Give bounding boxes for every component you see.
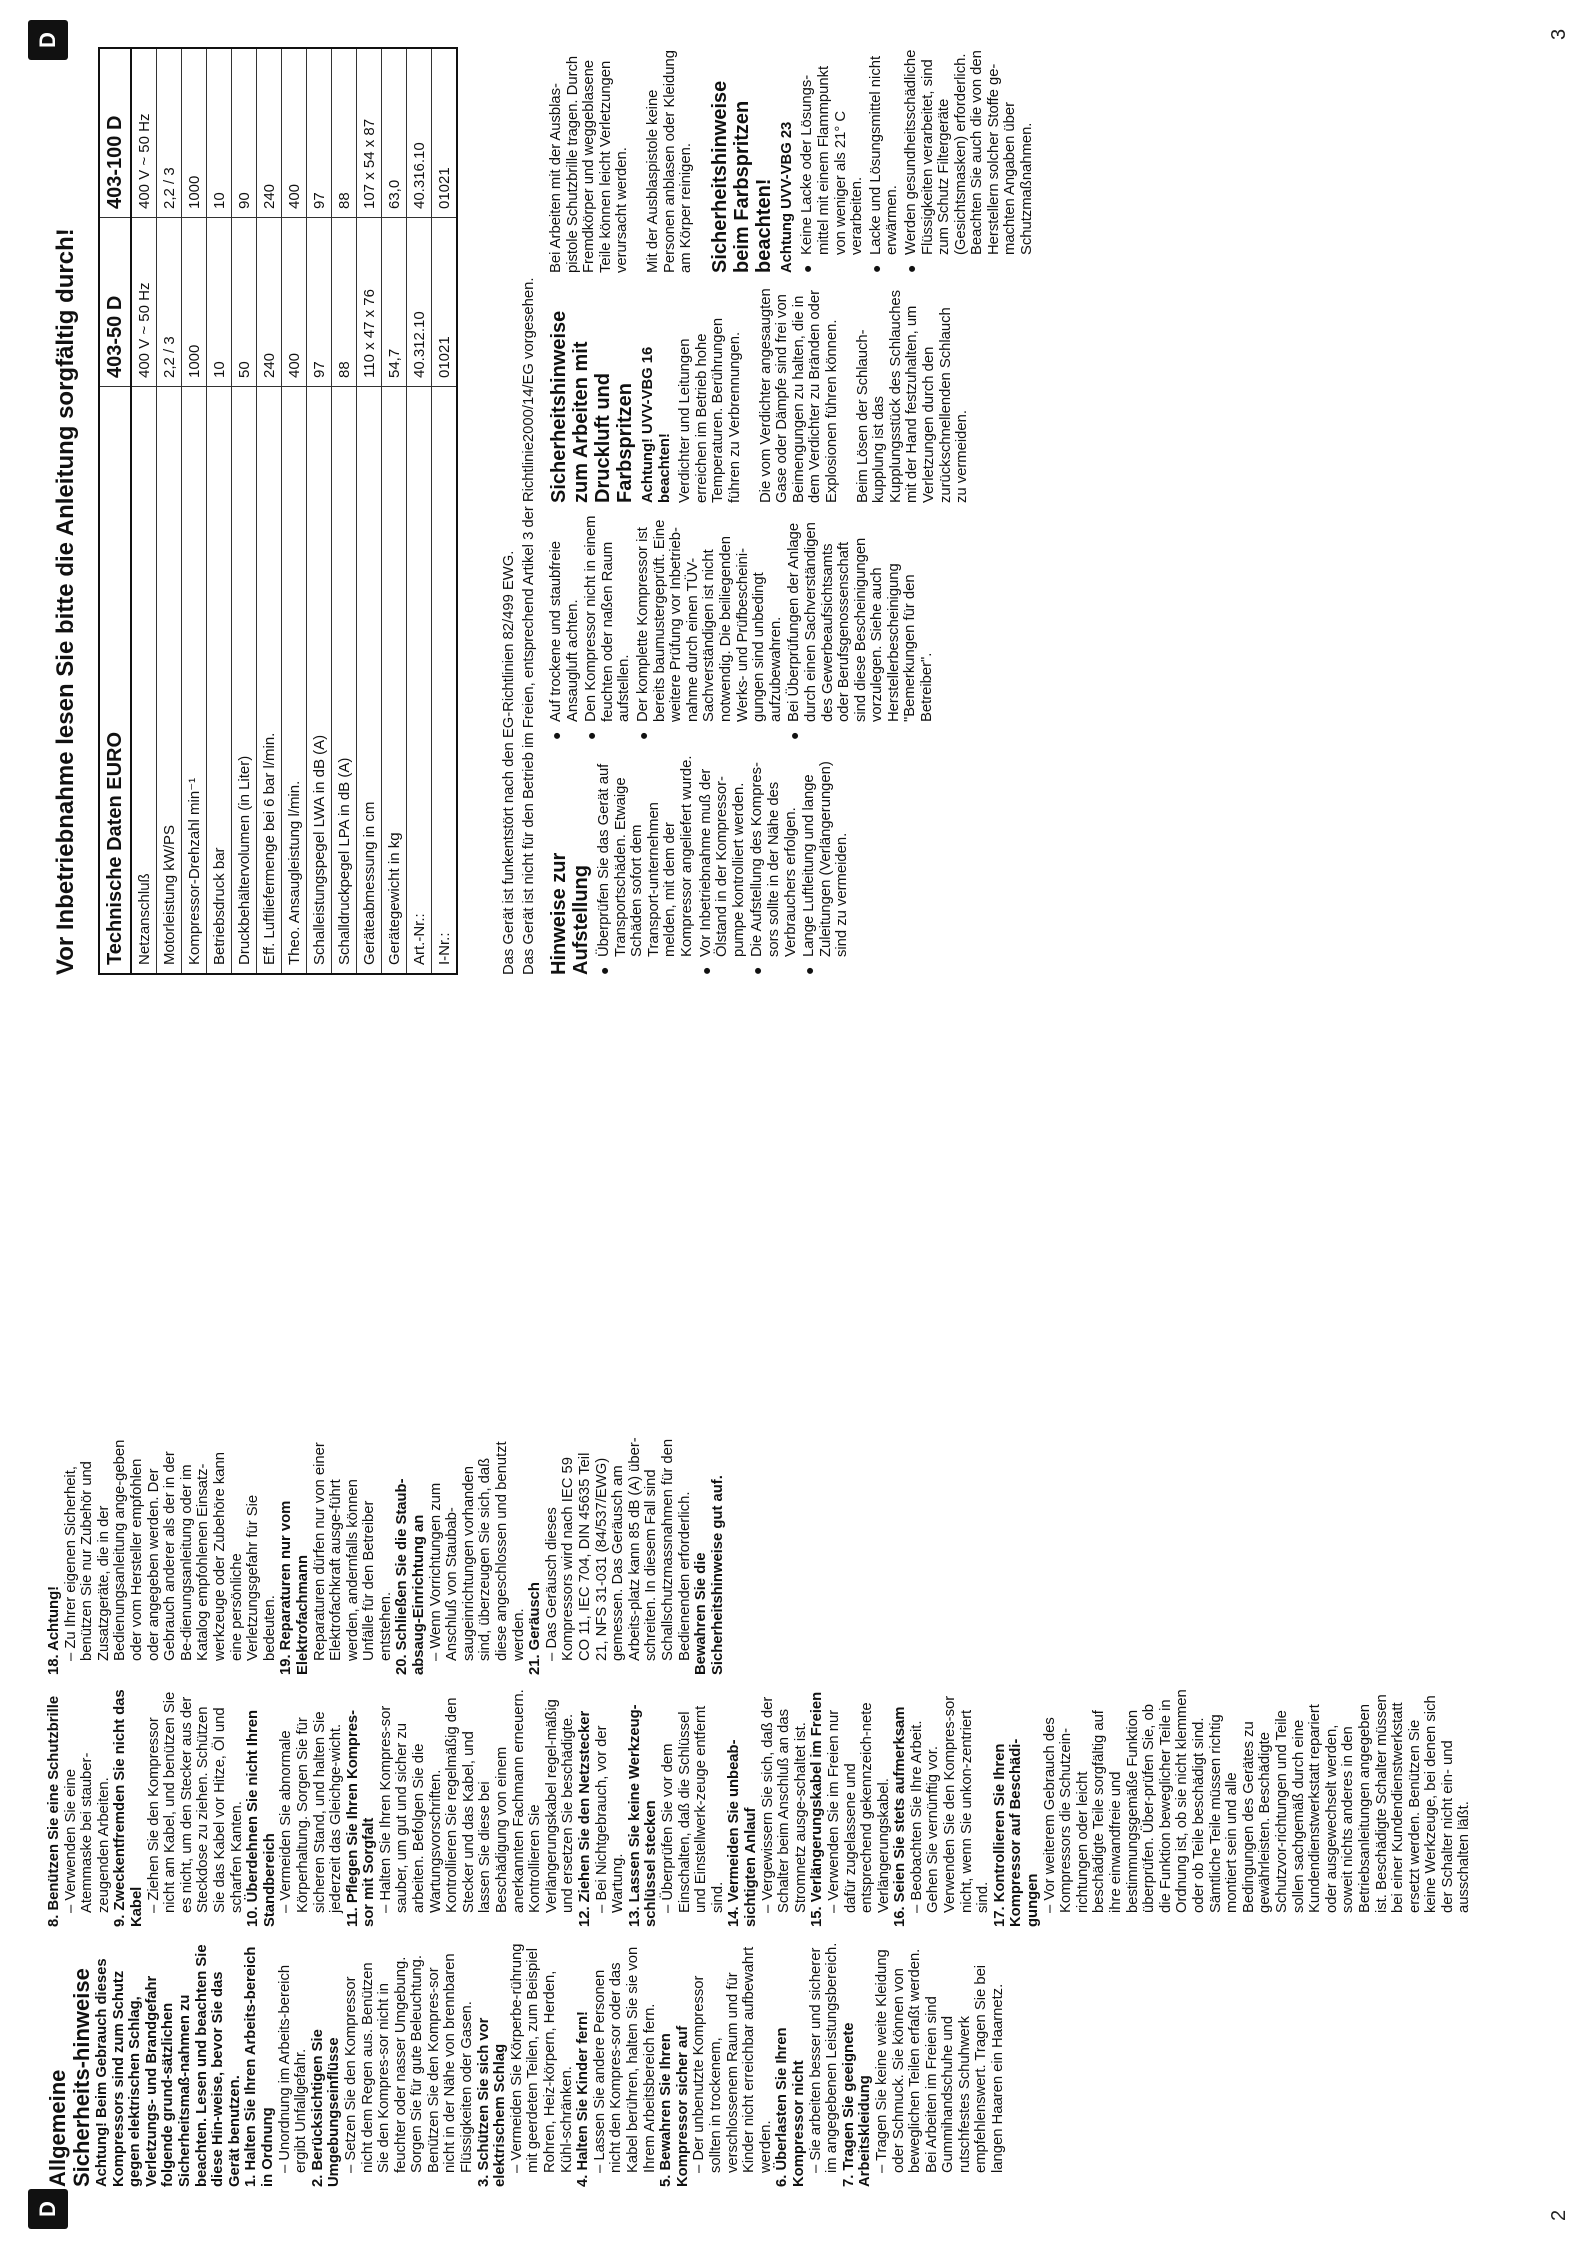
page-number-left: 2: [1548, 2209, 1570, 2221]
rule-heading: 12. Ziehen Sie den Netzstecker: [577, 1710, 593, 1927]
tech-row: [307, 48, 332, 974]
druckluft-paragraph: Die vom Verdichter angesaugten Gase oder Dämpfe sind frei von Beimengungen zu halten, die in dem Verdichter zu Bränden oder Explosionen führen können.: [757, 288, 840, 503]
tech-row-label: Motorleistung kW/PS: [157, 387, 182, 975]
farbspritzen-bullet: ● Lacke und Lösungsmittel nicht erwärmen.: [868, 47, 901, 273]
tech-row-value-2: 1000: [182, 48, 207, 218]
tech-row-value-1: 110 x 47 x 76: [357, 218, 382, 387]
tech-row: [282, 48, 307, 974]
left-page-column-1: [46, 1942, 1007, 2187]
tech-row: [407, 48, 432, 974]
page-title: Allgemeine Sicherheits-hinweise: [45, 1968, 94, 2187]
tech-row-value-1: 01021: [432, 218, 458, 387]
rule-heading: 6. Überlasten Sie Ihren Kompressor nicht: [774, 2027, 807, 2187]
druckluft-paragraph: Mit der Ausblaspistole keine Personen anblasen oder Kleidung am Körper reinigen.: [644, 50, 695, 273]
right-page-column-2: [548, 515, 938, 740]
rule-text: – Ziehen Sie den Kompressor nicht am Kabel, und benützen Sie es nicht, um den Stecker aus der Steckdose zu ziehen. Schützen Sie das Kabel vor Hitze, Öl und scharfen Kanten.: [145, 1691, 245, 1913]
rule-heading: 4. Halten Sie Kinder fern!: [575, 2011, 592, 2187]
aufstellung-bullet: ● Bei Überprüfungen der Anlage durch einen Sachverständigen des Gewerbeaufsichtsamts oder Berufsgenossenschaft sind diese Bescheinigungen vorzulegen. Siehe auch Herstellerbescheinigung "Bemerkungen für den Betreiber".: [786, 515, 935, 740]
aufstellung-bullet: ● Die Aufstellung des Kompres-sors sollte in der Nähe des Verbrauchers erfolgen.: [749, 755, 799, 975]
aufstellung-title: Hinweise zur Aufstellung: [548, 852, 592, 975]
tech-row: [232, 48, 257, 974]
rule-heading: 13. Lassen Sie keine Werkzeug-schlüssel stecken: [626, 1704, 660, 1927]
rule-text: – Tragen Sie keine weite Kleidung oder Schmuck. Sie können von beweglichen Teilen erfaßt werden. Bei Arbeiten im Freien sind Gummihandschuhe und rutschfestes Schuhwerk empfehlenswert. Tragen Sie bei langen Haaren ein Haarnetz.: [873, 1948, 1007, 2173]
tech-row-value-2: 107 x 54 x 87: [357, 48, 382, 218]
tech-row: [207, 48, 232, 974]
tech-title: Technische Daten EURO: [99, 387, 131, 975]
rule-text: – Verwenden Sie im Freien nur dafür zugelassene und entsprechend gekennzeich-nete Verlängerungskabel.: [825, 1702, 892, 1913]
rule-heading: 10. Überdehnen Sie nicht Ihren Standbereich: [245, 1709, 278, 1927]
tech-row: [257, 48, 282, 974]
rule-heading: 19. Reparaturen nur vom Elektrofachmann: [278, 1500, 311, 1675]
language-tab-right: D: [28, 20, 68, 60]
druckluft-paragraph: Beim Lösen der Schlauch-kupplung ist das Kupplungsstück des Schlauches mit der Hand festzuhalten, um Verletzungen durch den zurückschnellenden Schlauch zu vermeiden.: [854, 289, 971, 503]
tech-row-label: Art.-Nr.:: [407, 387, 432, 975]
rule-heading: 7. Tragen Sie geeignete Arbeitskleidung: [840, 2022, 874, 2187]
aufstellung-bullet: ● Überprüfen Sie das Gerät auf Transportschäden. Etwaige Schäden sofort dem Transport-unternehmen melden, mit dem der Kompressor angeliefert wurde.: [596, 755, 696, 975]
intro-text: Achtung! Beim Gebrauch dieses Kompressors sind zum Schutz gegen elektrischen Schlag, Verletzungs- und Brandgefahr folgende grund-sätzlichen Sicherheitsmaß-nahmen zu beachten. Lesen und beachten Sie diese Hin-weise, bevor Sie das Gerät benutzen.: [94, 1944, 243, 2187]
tech-row: [432, 48, 458, 974]
rule-heading: 18. Achtung!: [46, 1585, 62, 1675]
rule-text: – Vermeiden Sie abnormale Körperhaltung. Sorgen Sie für sicheren Stand, und halten Sie jederzeit das Gleichge-wicht.: [278, 1711, 345, 1913]
tech-row-label: Netzanschluß: [131, 387, 157, 975]
language-tab-left: D: [28, 2189, 68, 2229]
tech-row-value-1: 1000: [182, 218, 207, 387]
tech-row: [332, 48, 357, 974]
tech-row-label: Betriebsdruck bar: [207, 387, 232, 975]
rule-text: – Beobachten Sie Ihre Arbeit. Gehen Sie vernünftig vor. Verwenden Sie den Kompres-sor nicht, wenn Sie unkon-zentriert sind.: [908, 1695, 992, 1913]
tech-row-value-2: 90: [232, 48, 257, 218]
model-2-header: 403-100 D: [99, 48, 131, 218]
right-page-column-4: [548, 47, 1038, 273]
rule-heading: 21. Geräusch: [527, 1582, 544, 1675]
right-page-column-3: [548, 288, 985, 503]
tech-row-label: Geräteabmessung in cm: [357, 387, 382, 975]
tech-row-value-1: 10: [207, 218, 232, 387]
tech-row-value-1: 240: [257, 218, 282, 387]
tech-row-value-1: 400 V ~ 50 Hz: [131, 218, 157, 387]
druckluft-title: Sicherheitshinweise zum Arbeiten mit Druckluft und Farbspritzen: [548, 310, 636, 503]
tech-row-value-2: 400 V ~ 50 Hz: [131, 48, 157, 218]
aufstellung-bullet: ● Den Kompressor nicht in einem feuchten oder naßen Raum aufstellen.: [583, 515, 633, 740]
rule-heading: 11. Pflegen Sie Ihren Kompres-sor mit Sorgfalt: [344, 1709, 378, 1927]
druckluft-paragraph: Verdichter und Leitungen erreichen im Betrieb hohe Temperaturen. Berührungen führen zu Verbrennungen.: [677, 317, 743, 503]
tech-row-value-1: 54,7: [382, 218, 407, 387]
tech-row-value-2: 97: [307, 48, 332, 218]
rule-text: – Setzen Sie den Kompressor nicht dem Regen aus. Benützen Sie den Kompres-sor nicht in feuchter oder nasser Umgebung. Sorgen Sie für gute Beleuchtung. Benützen Sie den Kompres-sor nicht in der Nähe von brennbaren Flüssigkeiten oder Gasen.: [342, 1953, 476, 2173]
tech-row-value-2: 01021: [432, 48, 458, 218]
tech-row-value-1: 50: [232, 218, 257, 387]
rule-text: – Verwenden Sie eine Atemmaske bei stauber-zeugenden Arbeiten.: [62, 1752, 112, 1913]
farbspritzen-warning: Achtung UVV-VBG 23: [778, 121, 795, 273]
tech-row-label: Gerätegewicht in kg: [382, 387, 407, 975]
rule-text: – Zu Ihrer eigenen Sicherheit, benützen Sie nur Zubehör und Zusatzgeräte, die in der Bedienungsanleitung ange-geben oder vom Hersteller empfohlen oder angegeben werden. Der Gebrauch anderer als der in der Be-dienungsanleitung oder im Katalog empfohlenen Einsatz-werkzeuge oder Zubehöre kann eine persönliche Verletzungsgefahr für Sie bedeuten.: [62, 1439, 278, 1661]
tech-row-value-1: 40.312.10: [407, 218, 432, 387]
tech-row: [157, 48, 182, 974]
rule-heading: 5. Bewahren Sie Ihren Kompressor sicher auf: [658, 2025, 691, 2187]
tech-row-value-2: 88: [332, 48, 357, 218]
rule-text: – Wenn Vorrichtungen zum Anschluß von Staubab-saugeinrichtungen vorhanden sind, überzeugen Sie sich, daß diese angeschlossen und benutzt werden.: [427, 1441, 527, 1661]
tech-row-value-1: 97: [307, 218, 332, 387]
tech-row-label: Kompressor-Drehzahl min⁻¹: [182, 387, 207, 975]
left-page-column-2: [46, 1689, 1473, 1927]
model-1-header: 403-50 D: [99, 218, 131, 387]
right-page-column-1: [548, 755, 853, 975]
rule-text: – Vergewissern Sie sich, daß der Schalter beim Anschluß an das Stromnetz ausge-schaltet ist.: [759, 1696, 809, 1913]
rule-heading: 20. Schließen Sie die Staub-absaug-Einrichtung an: [394, 1478, 428, 1675]
technical-data-table: [98, 47, 458, 975]
rule-text: – Halten Sie Ihren Kompres-sor sauber, um gut und sicher zu arbeiten. Befolgen Sie die Wartungsvorschriften. Kontrollieren Sie regelmäßig den Stecker und das Kabel, und lassen Sie diese bei Beschädigung von einem anerkannten Fachmann erneuern. Kontrollieren Sie Verlängerungskabel regel-mäßig und ersetzen Sie beschädigte.: [377, 1689, 577, 1913]
rule-text: – Sie arbeiten besser und sicherer im angegebenen Leistungsbereich.: [807, 1942, 841, 2173]
aufstellung-bullet: ● Lange Luftleitung und lange Zuleitungen (Verlängerungen) sind zu vermeiden.: [801, 755, 851, 975]
closing-text: Bewahren Sie die Sicherheitshinweise gut auf.: [693, 1475, 726, 1675]
rule-text: – Unordnung im Arbeits-bereich ergibt Unfallgefahr.: [276, 1964, 310, 2173]
rule-heading: 2. Berücksichtigen Sie Umgebungseinflüsse: [309, 2029, 343, 2187]
rule-heading: 14. Vermeiden Sie unbeab-sichtigten Anlauf: [726, 1739, 759, 1927]
page-number-right: 3: [1548, 28, 1570, 40]
rule-text: – Das Geräusch dieses Kompressors wird nach IEC 59 CO 11, IEC 704, DIN 45635 Teil 21, NFS 31-031 (84/537/EWG) gemessen. Das Geräusch am Arbeits-platz kann 85 dB (A) über-schreiten. In diesem Fall sind Schallschutzmassnahmen für den Bedienenden erforderlich.: [543, 1437, 693, 1661]
rule-heading: 9. Zweckentfremden Sie nicht das Kabel: [112, 1689, 145, 1927]
tech-row: [182, 48, 207, 974]
tech-row-label: Druckbehältervolumen (in Liter): [232, 387, 257, 975]
druckluft-warning: Achtung! UVV-VBG 16 beachten!: [640, 346, 673, 503]
rule-text: – Lassen Sie andere Personen nicht den Kompres-sor oder das Kabel berühren, halten Sie sie von Ihrem Arbeitsbereich fern.: [591, 1946, 658, 2173]
tech-row-value-2: 40.316.10: [407, 48, 432, 218]
rule-heading: 16. Seien Sie stets aufmerksam: [892, 1706, 909, 1927]
tech-row-value-2: 400: [282, 48, 307, 218]
rule-heading: 1. Halten Sie Ihren Arbeits-bereich in Ordnung: [243, 1946, 276, 2187]
rule-heading: 17. Kontrollieren Sie Ihren Kompressor auf Beschädi-gungen: [991, 1738, 1042, 1927]
rule-text: – Vor weiterem Gebrauch des Kompressors die Schutzein-richtungen oder leicht beschädigte Teile sorgfältig auf ihre einwandfreie und bestimmungsgemäße Funktion überprüfen. Über-prüfen Sie, ob die Funktion beweglicher Teile in Ordnung ist, ob sie nicht klemmen oder ob Teile beschädigt sind. Sämtliche Teile müssen richtig montiert sein und alle Bedingungen des Gerätes zu gewährleisten. Beschädigte Schutzvor-richtungen und Teile sollen sachgemäß durch eine Kundendienstwerkstatt repariert oder ausgewechselt werden, soweit nichts anderes in den Betriebsanleitungen angegeben ist. Beschädigte Schalter müssen bei einer Kundendienstwerkstatt ersetzt werden. Benützen Sie keine Werkzeuge, bei denen sich der Schalter nicht ein- und ausschalten läßt.: [1041, 1689, 1473, 1913]
farbspritzen-title: Sicherheitshinweise beim Farbspritzen beachten!: [708, 80, 775, 273]
rule-heading: 8. Benützen Sie eine Schutzbrille: [46, 1695, 62, 1927]
tech-row-value-1: 400: [282, 218, 307, 387]
tech-row: [357, 48, 382, 974]
tech-row-label: Schalleistungspegel LWA in dB (A): [307, 387, 332, 975]
banner-heading: Vor Inbetriebnahme lesen Sie bitte die Anleitung sorgfältig durch!: [52, 228, 79, 975]
tech-row-label: Schalldruckpegel LPA in dB (A): [332, 387, 357, 975]
rule-text: – Bei Nichtgebrauch, vor der Wartung.: [593, 1725, 627, 1913]
tech-row-value-2: 63,0: [382, 48, 407, 218]
tech-row-value-2: 240: [257, 48, 282, 218]
tech-row-label: Eff. Luftliefermenge bei 6 bar l/min.: [257, 387, 282, 975]
rule-text: – Der unbenutzte Kompressor sollten in trockenem, verschlossenem Raum und für Kinder nicht erreichbar aufbewahrt werden.: [691, 1946, 774, 2173]
tech-row-value-1: 2,2 / 3: [157, 218, 182, 387]
rule-text: – Vermeiden Sie Körperbe-rührung mit geerdeten Teilen, zum Beispiel Rohren, Heiz-körpern, Herden, Kühl-schränken.: [508, 1943, 575, 2173]
left-page-column-3: [46, 1437, 726, 1675]
farbspritzen-bullet: ● Keine Lacke oder Lösungs-mittel mit einem Flammpunkt von weniger als 21° C verarbeiten.: [799, 47, 865, 273]
aufstellung-bullet: ● Der komplette Kompressor ist bereits baumustergeprüft. Eine weitere Prüfung vor Inbetrieb-nahme durch einen TÜV-Sachverständigen ist nicht notwendig. Die beiliegenden Werks- und Prüfbescheini-gungen sind unbedingt aufzubewahren.: [635, 515, 784, 740]
rule-text: Reparaturen dürfen nur von einer Elektrofachkraft ausge-führt werden, andernfalls können Unfälle für den Betreiber entstehen.: [311, 1442, 394, 1661]
note-emc: Das Gerät ist funkentstört nach den EG-Richtlinien 82/499 EWG.: [501, 550, 517, 975]
tech-row-value-2: 10: [207, 48, 232, 218]
tech-row: [131, 48, 157, 974]
aufstellung-bullet: ● Auf trockene und staubfreie Ansaugluft achten.: [548, 515, 581, 740]
aufstellung-bullet: ● Vor Inbetriebnahme muß der Ölstand in der Kompressor-pumpe kontrolliert werden.: [698, 755, 748, 975]
tech-row-label: I-Nr.:: [432, 387, 458, 975]
tech-row-label: Theo. Ansaugleistung l/min.: [282, 387, 307, 975]
tech-row-value-2: 2,2 / 3: [157, 48, 182, 218]
tech-row: [382, 48, 407, 974]
note-outdoor: Das Gerät ist nicht für den Betrieb im Freien, entsprechend Artikel 3 der Richtlinie2000/14/EG vorgesehen.: [521, 277, 537, 975]
rule-text: – Überprüfen Sie vor dem Einschalten, daß die Schlüssel und Einstellwerk-zeuge entfernt sind.: [659, 1705, 726, 1913]
rule-heading: 3. Schützen Sie sich vor elektrischem Schlag: [475, 2017, 509, 2187]
tech-row-value-1: 88: [332, 218, 357, 387]
druckluft-paragraph: Bei Arbeiten mit der Ausblas-pistole Schutzbrille tragen. Durch Fremdkörper und weggeblasene Teile können leicht Verletzungen verursacht werden.: [548, 55, 631, 273]
farbspritzen-bullet: ● Werden gesundheitsschädliche Flüssigkeiten verarbeitet, sind zum Schutz Filtergeräte (Gesichtsmasken) erforderlich. Beachten Sie auch die von den Herstellern solcher Stoffe ge-machten Angaben über Schutzmaßnahmen.: [903, 47, 1036, 273]
rule-heading: 15. Verlängerungskabel im Freien: [809, 1691, 826, 1927]
